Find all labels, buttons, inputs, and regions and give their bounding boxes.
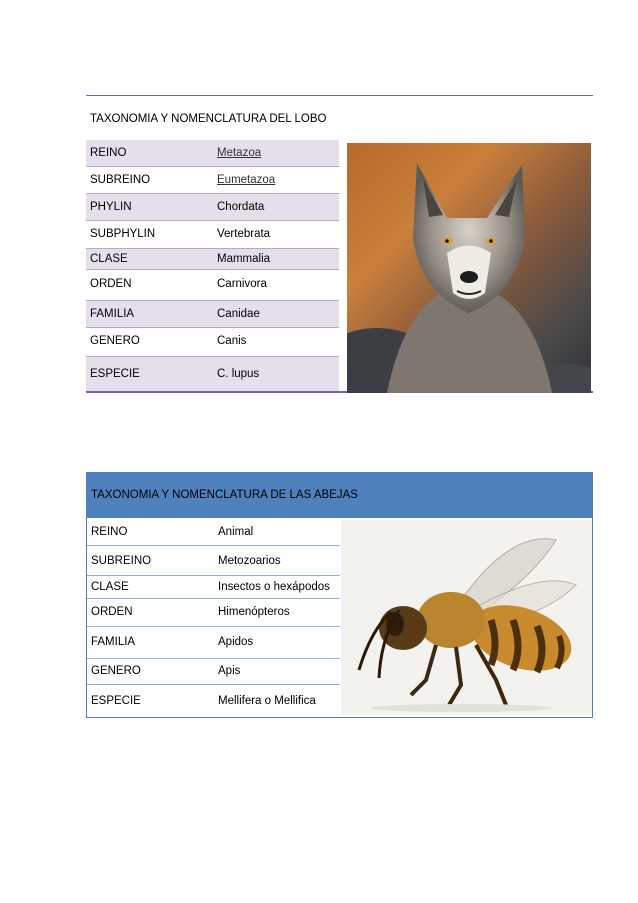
rank-cell: ESPECIE	[90, 368, 140, 380]
taxon-cell: Metozoarios	[218, 554, 281, 567]
taxon-cell: Apidos	[218, 636, 254, 648]
taxon-cell: Apis	[218, 665, 241, 677]
bee-table-title: TAXONOMIA Y NOMENCLATURA DE LAS ABEJAS	[91, 489, 358, 501]
rank-cell: SUBREINO	[91, 554, 152, 567]
rank-cell: ORDEN	[90, 278, 132, 290]
table-top-rule	[86, 95, 593, 96]
rank-cell: CLASE	[90, 253, 128, 265]
bee-photo	[341, 520, 592, 715]
taxon-cell: Chordata	[217, 201, 265, 213]
taxon-cell: Canis	[217, 335, 247, 347]
wolf-photo	[347, 143, 591, 393]
taxon-cell: Mammalia	[217, 253, 271, 265]
taxon-cell: Canidae	[217, 308, 260, 320]
rank-cell: FAMILIA	[90, 308, 135, 320]
rank-cell: SUBREINO	[90, 174, 151, 186]
rank-cell: PHYLIN	[90, 201, 132, 213]
rank-cell: FAMILIA	[91, 636, 136, 648]
taxon-cell: Vertebrata	[217, 228, 271, 240]
rank-cell: REINO	[90, 147, 127, 159]
rank-cell: ESPECIE	[91, 695, 141, 707]
taxon-cell: Mellifera o Mellifica	[218, 695, 316, 707]
taxon-cell: Insectos o hexápodos	[218, 581, 330, 593]
taxon-cell: Carnivora	[217, 278, 267, 290]
rank-cell: GENERO	[91, 665, 141, 677]
rank-cell: ORDEN	[91, 606, 133, 618]
rank-cell: REINO	[91, 525, 128, 538]
taxon-cell: Eumetazoa	[217, 174, 276, 186]
bee-icon	[341, 520, 592, 715]
rank-cell: CLASE	[91, 581, 129, 593]
taxon-cell: Animal	[218, 525, 254, 538]
rank-cell: SUBPHYLIN	[90, 228, 156, 240]
taxon-cell: C. lupus	[217, 368, 260, 380]
taxon-cell: Metazoa	[217, 147, 262, 159]
wolf-table-title: TAXONOMIA Y NOMENCLATURA DEL LOBO	[90, 113, 327, 125]
taxon-cell: Himenópteros	[218, 606, 290, 618]
wolf-icon	[347, 143, 591, 393]
rank-cell: GENERO	[90, 335, 140, 347]
